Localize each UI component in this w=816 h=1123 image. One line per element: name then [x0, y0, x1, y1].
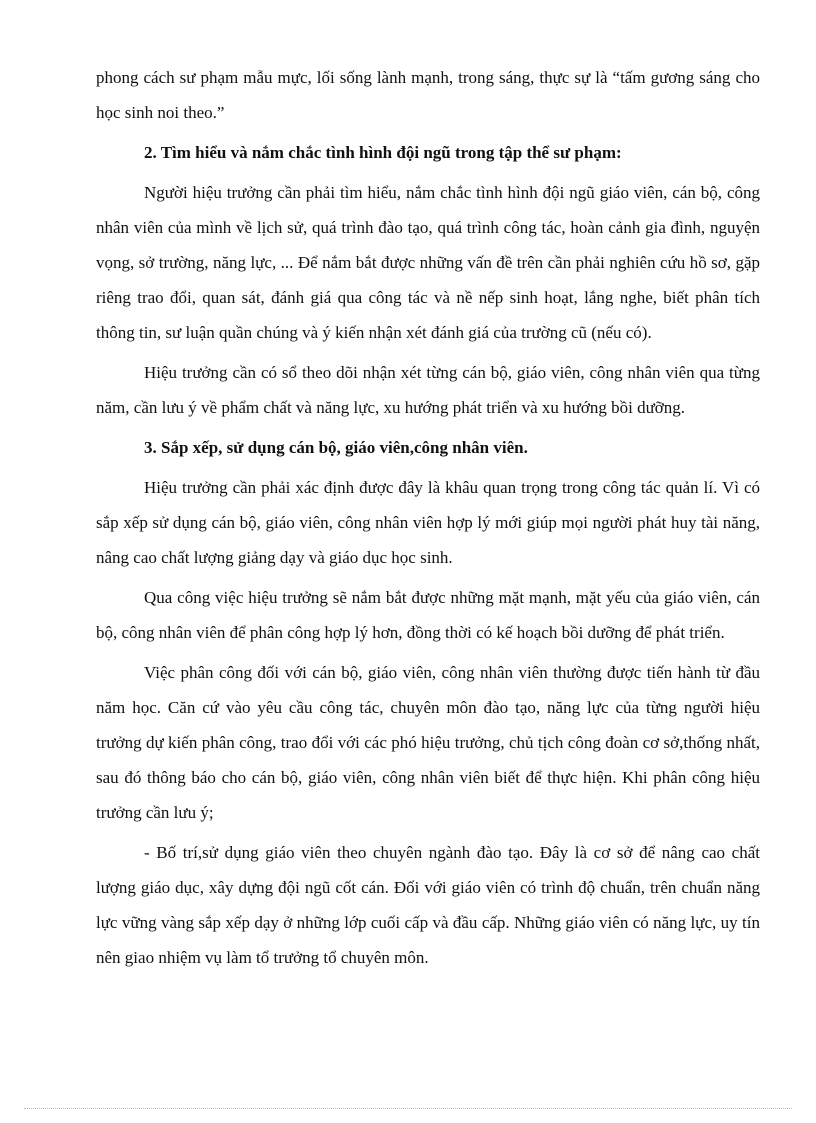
paragraph-staff-assessment: Người hiệu trưởng cần phải tìm hiểu, nắm chắc tình hình đội ngũ giáo viên, cán bộ, công nhân viên của mình về lịch sử, quá trình đào tạo, quá trình công tác, hoàn cảnh gia đình, nguyện vọng, sở trường, năng lực, ... Để nắm bắt được những vấn đề trên cần phải nghiên cứu hồ sơ, gặp riêng trao đổi, quan sát, đánh giá qua công tác và nề nếp sinh hoạt, lắng nghe, biết phân tích thông tin, sư luận quần chúng và ý kiến nhận xét đánh giá của trường cũ (nếu có).	[96, 183, 760, 342]
paragraph-assignment-process: Việc phân công đối với cán bộ, giáo viên, công nhân viên thường được tiến hành từ đầu năm học. Căn cứ vào yêu cầu công tác, chuyên môn đào tạo, năng lực của từng người hiệu trưởng dự kiến phân công, trao đổi với các phó hiệu trưởng, chủ tịch công đoàn cơ sở,thống nhất, sau đó thông báo cho cán bộ, giáo viên, công nhân viên biết để thực hiện. Khi phân công hiệu trưởng cần lưu ý;	[96, 663, 760, 822]
document-body	[96, 60, 760, 980]
page-bottom-divider	[24, 1108, 792, 1109]
section-heading-2: 2. Tìm hiểu và nắm chắc tình hình đội ngũ trong tập thể sư phạm:	[144, 143, 622, 162]
paragraph-tracking-notebook: Hiệu trưởng cần có sổ theo dõi nhận xét từng cán bộ, giáo viên, công nhân viên qua từng năm, cần lưu ý về phẩm chất và năng lực, xu hướng phát triển và xu hướng bồi dưỡng.	[96, 363, 760, 417]
paragraph-intro-continuation: phong cách sư phạm mẫu mực, lối sống lành mạnh, trong sáng, thực sự là “tấm gương sáng cho học sinh noi theo.”	[96, 68, 760, 122]
paragraph-strengths-weaknesses: Qua công việc hiệu trưởng sẽ nắm bắt được những mặt mạnh, mặt yếu của giáo viên, cán bộ, công nhân viên để phân công hợp lý hơn, đồng thời có kế hoạch bồi dưỡng để phát triển.	[96, 588, 760, 642]
paragraph-specialization-placement: - Bố trí,sử dụng giáo viên theo chuyên ngành đào tạo. Đây là cơ sở để nâng cao chất lượng giáo dục, xây dựng đội ngũ cốt cán. Đối với giáo viên có trình độ chuẩn, trên chuẩn năng lực vững vàng sắp xếp dạy ở những lớp cuối cấp và đầu cấp. Những giáo viên có năng lực, uy tín nên giao nhiệm vụ làm tổ trưởng tổ chuyên môn.	[96, 843, 760, 967]
paragraph-arrangement-importance: Hiệu trưởng cần phải xác định được đây là khâu quan trọng trong công tác quản lí. Vì có sắp xếp sử dụng cán bộ, giáo viên, công nhân viên hợp lý mới giúp mọi người phát huy tài năng, nâng cao chất lượng giảng dạy và giáo dục học sinh.	[96, 478, 760, 567]
section-heading-3: 3. Sắp xếp, sử dụng cán bộ, giáo viên,công nhân viên.	[144, 438, 528, 457]
